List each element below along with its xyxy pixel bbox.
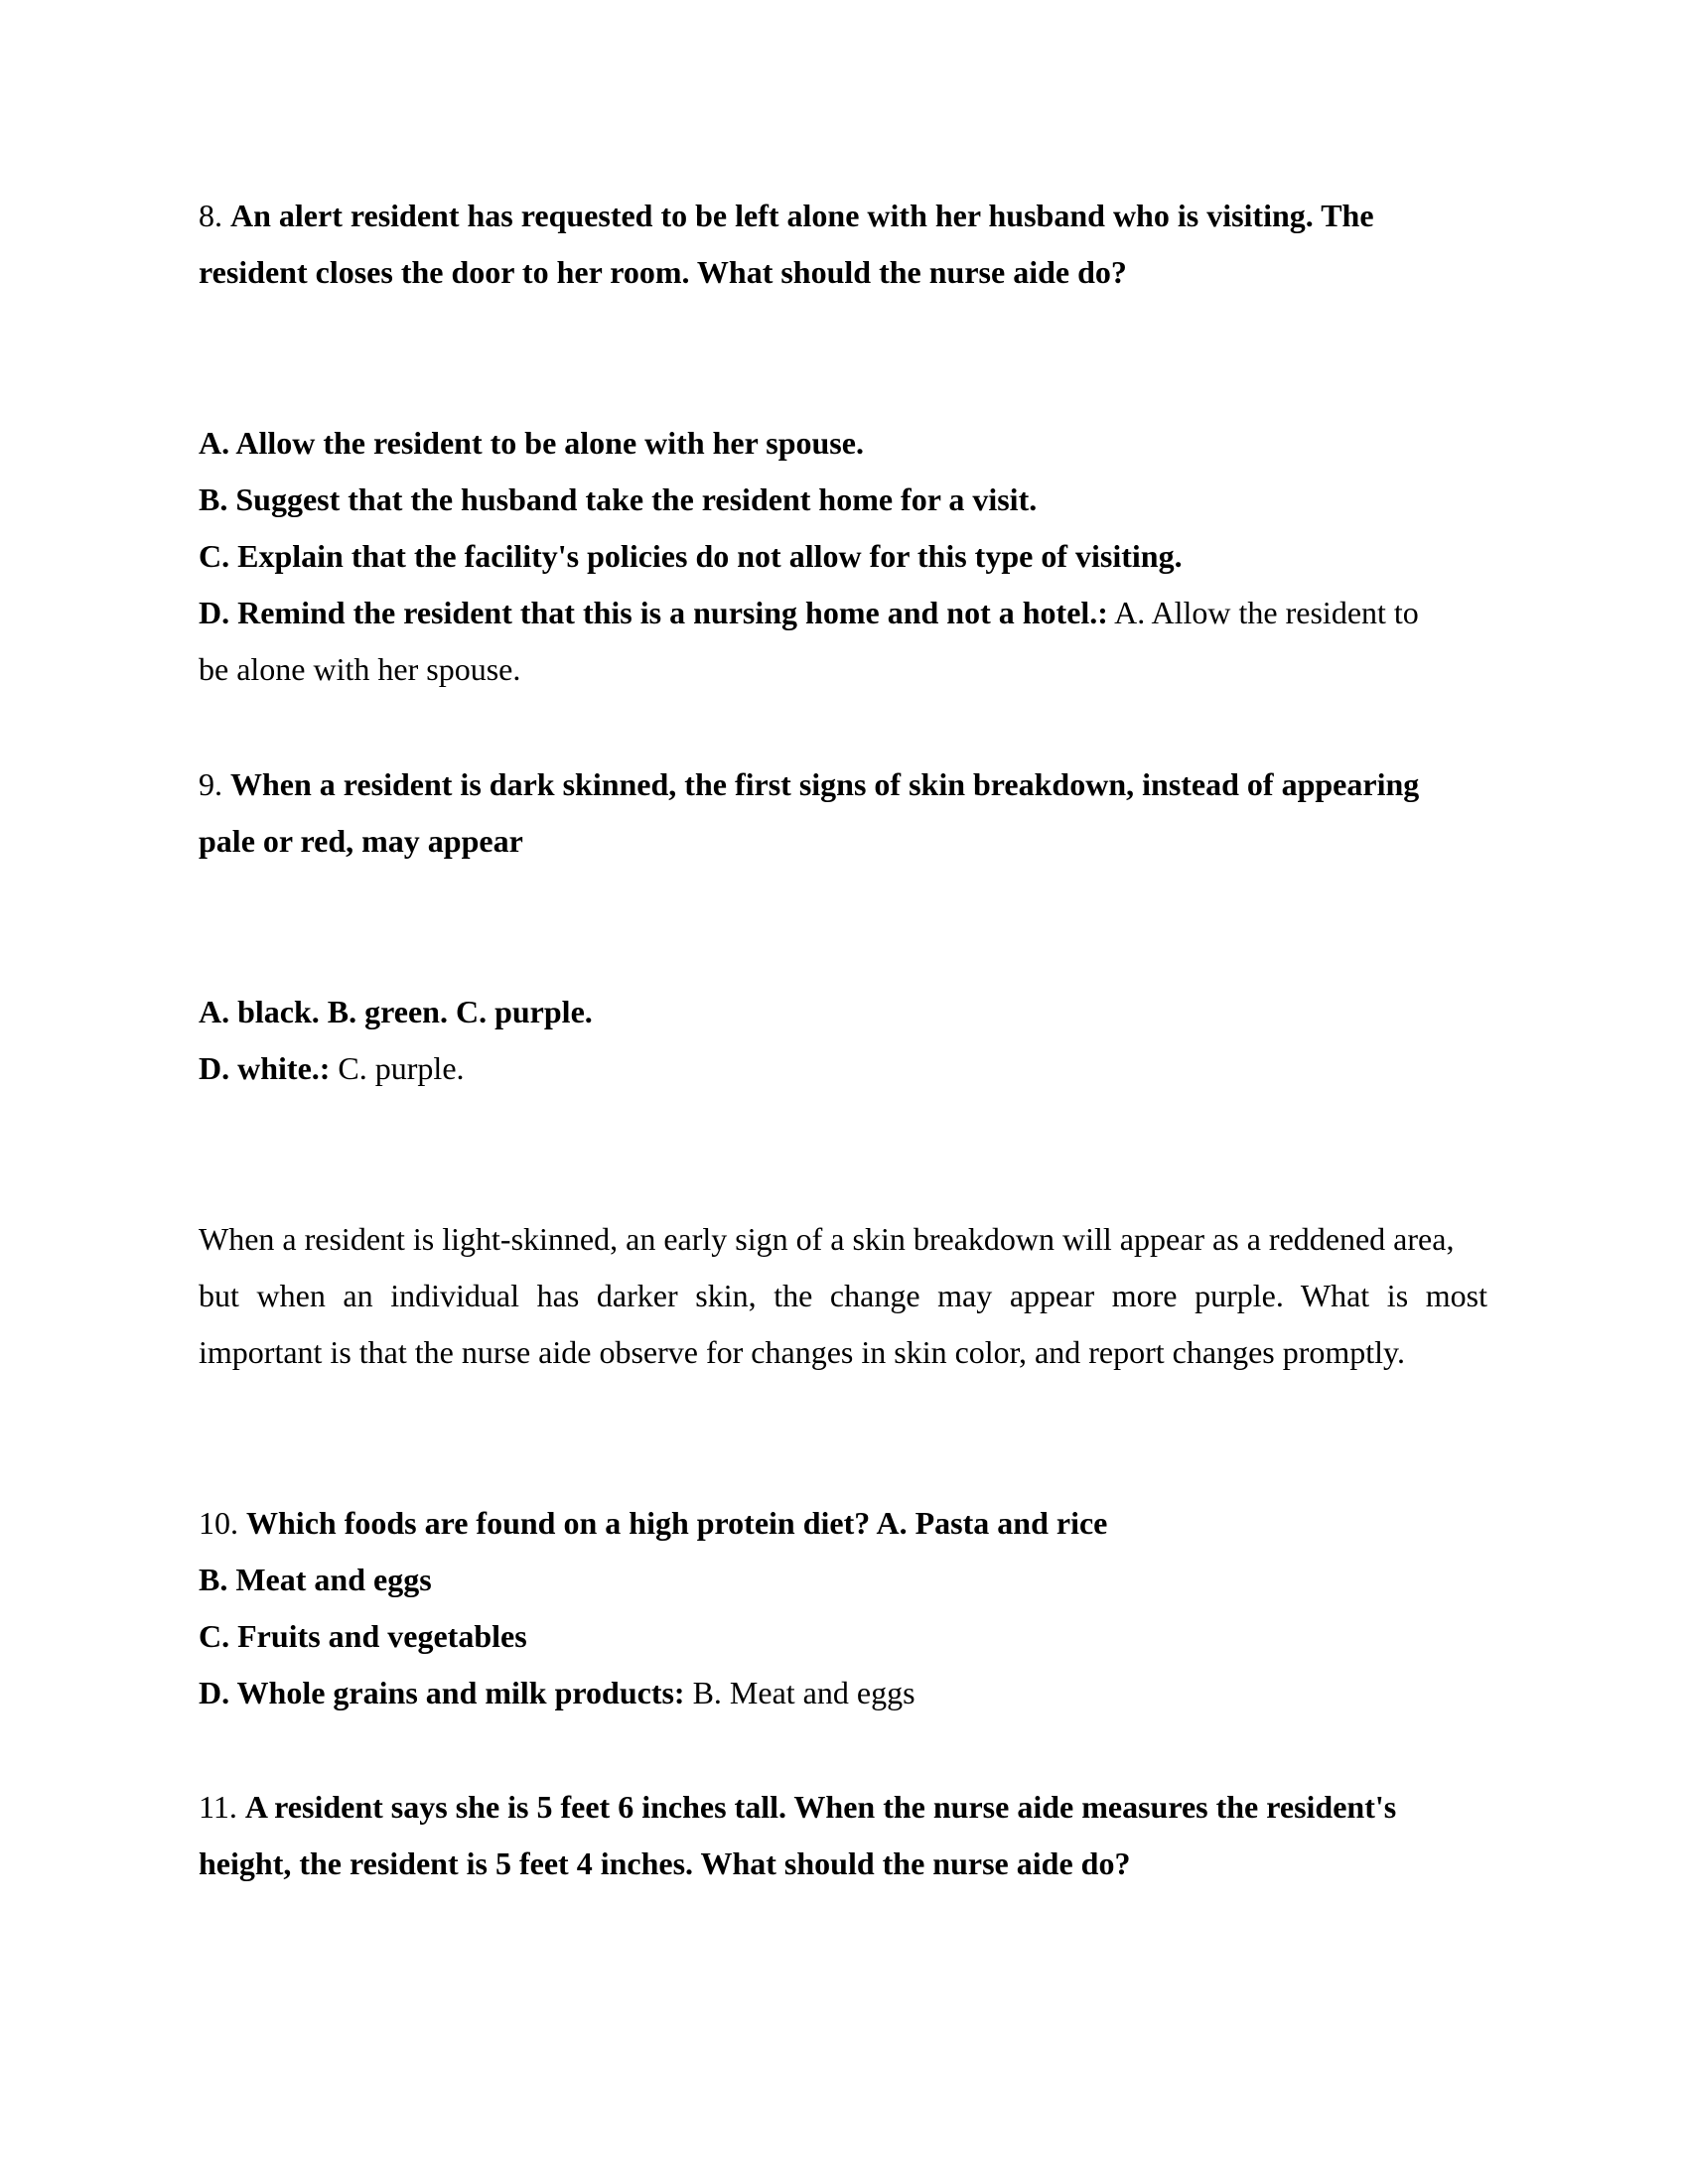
question-8-answer-2: be alone with her spouse. [199, 651, 521, 687]
question-10-option-d: D. Whole grains and milk products: [199, 1675, 685, 1710]
question-9-text-2: pale or red, may appear [199, 823, 523, 859]
question-10-number: 10. [199, 1505, 238, 1541]
question-9-number: 9. [199, 766, 222, 802]
question-8-text-1: An alert resident has requested to be left alone with her husband who is visiting. The [230, 198, 1374, 233]
question-8-number: 8. [199, 198, 222, 233]
question-8-answer-1: A. Allow the resident to [1107, 595, 1419, 630]
question-10-line-1 [199, 1503, 1107, 1543]
question-10-option-c: C. Fruits and vegetables [199, 1618, 527, 1654]
question-9-line-1 [199, 764, 1419, 804]
question-9-options-abc: A. black. B. green. C. purple. [199, 994, 593, 1029]
question-11-text-2: height, the resident is 5 feet 4 inches. What should the nurse aide do? [199, 1845, 1131, 1881]
question-9-option-d-line [199, 1048, 465, 1088]
question-11-line-1 [199, 1787, 1396, 1827]
question-10-option-d-line [199, 1673, 915, 1712]
question-9-answer: C. purple. [330, 1050, 465, 1086]
question-8-text-2: resident closes the door to her room. What should the nurse aide do? [199, 254, 1127, 290]
question-8-option-d-line [199, 593, 1419, 632]
question-9-text-1: When a resident is dark skinned, the first signs of skin breakdown, instead of appearing [230, 766, 1420, 802]
question-9-option-d: D. white.: [199, 1050, 331, 1086]
question-8-option-d: D. Remind the resident that this is a nursing home and not a hotel.: [199, 595, 1108, 630]
question-9-explanation-2: but when an individual has darker skin, the change may appear more purple. What is most [199, 1278, 1487, 1313]
question-10-option-b: B. Meat and eggs [199, 1562, 432, 1597]
question-8-option-a: A. Allow the resident to be alone with her spouse. [199, 425, 864, 461]
question-9-explanation-1: When a resident is light-skinned, an early sign of a skin breakdown will appear as a reddened area, [199, 1221, 1455, 1257]
question-10-answer: B. Meat and eggs [684, 1675, 915, 1710]
question-9-explanation-3: important is that the nurse aide observe for changes in skin color, and report changes promptly. [199, 1334, 1405, 1370]
question-8-option-c: C. Explain that the facility's policies do not allow for this type of visiting. [199, 538, 1183, 574]
question-8-option-b: B. Suggest that the husband take the resident home for a visit. [199, 481, 1038, 517]
question-11-number: 11. [199, 1789, 237, 1825]
question-11-text-1: A resident says she is 5 feet 6 inches tall. When the nurse aide measures the resident's [244, 1789, 1397, 1825]
question-8-line-1 [199, 196, 1374, 235]
question-10-text: Which foods are found on a high protein diet? A. Pasta and rice [246, 1505, 1108, 1541]
